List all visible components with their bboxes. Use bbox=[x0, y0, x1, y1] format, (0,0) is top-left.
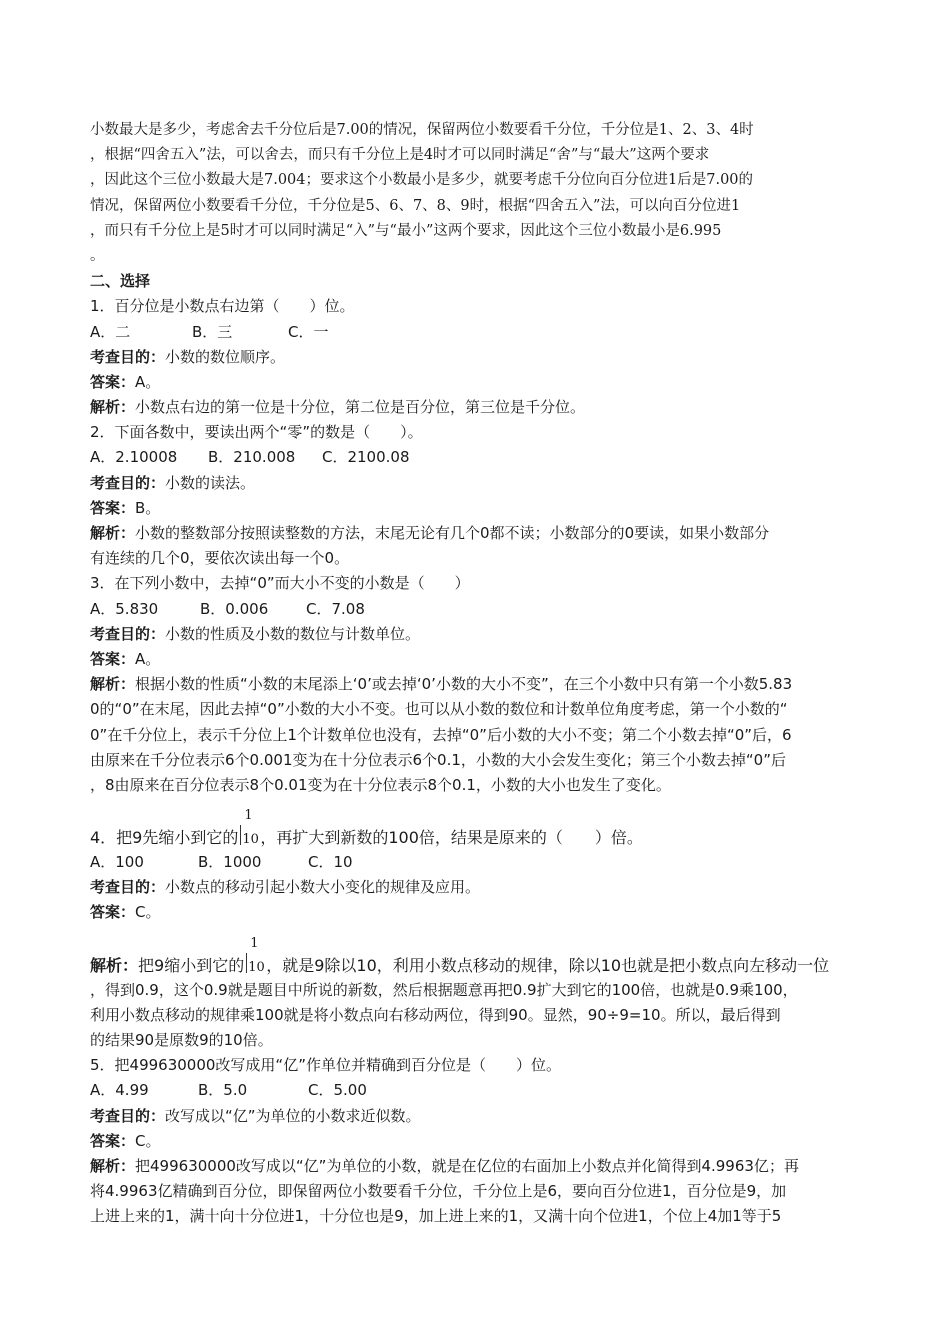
q3-answer bbox=[90, 647, 860, 672]
q2-option-a: A．2.10008 bbox=[90, 448, 178, 467]
answer-label: 答案： bbox=[90, 498, 136, 517]
q5-option-b: B．5.0 bbox=[198, 1081, 248, 1100]
q3-analysis-5: ，8由原来在百分位表示8个0.01变为在十分位表示8个0.1，小数的大小也发生了变化。 bbox=[90, 775, 671, 794]
analysis-label: 解析： bbox=[90, 398, 136, 417]
fraction-numerator: 1 bbox=[244, 808, 253, 824]
q5-answer bbox=[90, 1129, 860, 1154]
q5-analysis-3: 上进上来的1，满十向十分位进1，十分位也是9，加上进上来的1，又满十向个位进1，个位上4加1等于5 bbox=[90, 1207, 782, 1226]
q2-answer bbox=[90, 496, 860, 521]
intro-line-6: 。 bbox=[90, 247, 105, 264]
fraction-numerator: 1 bbox=[250, 935, 259, 951]
q5-analysis-text-1: 把499630000改写成以“亿”为单位的小数，就是在亿位的右面加上小数点并化简得到4.9963亿；再 bbox=[135, 1156, 799, 1175]
answer-label: 答案： bbox=[90, 903, 136, 922]
q4-answer-text: C。 bbox=[135, 903, 161, 922]
q2-options bbox=[90, 445, 860, 470]
analysis-label: 解析： bbox=[90, 1156, 136, 1175]
q4-stem bbox=[90, 798, 860, 850]
purpose-label: 考查目的： bbox=[90, 473, 166, 492]
q1-option-c: C．一 bbox=[288, 322, 329, 341]
analysis-label: 解析： bbox=[90, 675, 136, 694]
answer-label: 答案： bbox=[90, 649, 136, 668]
q1-purpose-text: 小数的数位顺序。 bbox=[165, 347, 286, 366]
answer-label: 答案： bbox=[90, 1131, 136, 1150]
q3-analysis-2: 0的“0”在末尾，因此去掉“0”小数的大小不变。也可以从小数的数位和计数单位角度考虑，第一个小数的“ bbox=[90, 700, 788, 719]
q4-purpose bbox=[90, 875, 860, 900]
q3-purpose bbox=[90, 622, 860, 647]
q4-analysis-post: ，就是9除以10，利用小数点移动的规律，除以10也就是把小数点向左移动一位 bbox=[266, 955, 830, 975]
q4-stem-pre: 4．把9先缩小到它的 bbox=[90, 828, 239, 848]
analysis-label: 解析： bbox=[90, 524, 136, 542]
purpose-label: 考查目的： bbox=[90, 1106, 166, 1125]
q4-analysis-2: ，得到0.9，这个0.9就是题目中所说的新数，然后根据题意再把0.9扩大到它的100倍，也就是0.9乘100， bbox=[90, 980, 798, 999]
fraction-bar bbox=[246, 953, 247, 973]
q1-analysis bbox=[90, 395, 860, 420]
purpose-label: 考查目的： bbox=[90, 347, 166, 366]
intro-line-1: 小数最大是多少，考虑舍去千分位后是7.00的情况，保留两位小数要看千分位，千分位是1、2、3、4时 bbox=[90, 122, 754, 138]
q4-answer bbox=[90, 900, 860, 925]
fraction-bar bbox=[240, 825, 241, 845]
q3-analysis-1 bbox=[90, 672, 860, 697]
q2-purpose bbox=[90, 471, 860, 496]
q3-options bbox=[90, 597, 860, 622]
q4-analysis-4: 的结果90是原数9的10倍。 bbox=[90, 1031, 273, 1049]
q2-answer-text: B。 bbox=[135, 498, 161, 517]
q3-stem: 3．在下列小数中，去掉“0”而大小不变的小数是（ ） bbox=[90, 574, 470, 593]
q1-option-a: A．二 bbox=[90, 322, 131, 341]
purpose-label: 考查目的： bbox=[90, 624, 166, 643]
q2-analysis-2: 有连续的几个0，要依次读出每一个0。 bbox=[90, 549, 350, 568]
q3-purpose-text: 小数的性质及小数的数位与计数单位。 bbox=[165, 624, 421, 643]
q5-purpose-text: 改写成以“亿”为单位的小数求近似数。 bbox=[165, 1106, 421, 1125]
fraction-one-tenth bbox=[244, 935, 266, 978]
intro-line-2: ，根据“四舍五入”法，可以舍去，而只有千分位上是4时才可以同时满足“舍”与“最大”这两个要求 bbox=[90, 147, 710, 164]
q3-analysis-3: 0”在千分位上，表示千分位上1个计数单位也没有，去掉“0”后小数的大小不变；第二个小数去掉“0”后，6 bbox=[90, 725, 792, 744]
q4-options bbox=[90, 850, 860, 875]
q3-option-b: B．0.006 bbox=[200, 599, 269, 618]
q4-option-c: C．10 bbox=[308, 853, 353, 872]
q1-options bbox=[90, 320, 860, 345]
q3-analysis-text-1: 根据小数的性质“小数的末尾添上‘0’或去掉‘0’小数的大小不变”，在三个小数中只有第一个小数5.83 bbox=[135, 675, 793, 694]
q1-purpose bbox=[90, 345, 860, 370]
q1-analysis-text: 小数点右边的第一位是十分位，第二位是百分位，第三位是千分位。 bbox=[135, 398, 586, 417]
q4-analysis-pre: 把9缩小到它的 bbox=[138, 955, 245, 975]
q5-analysis-1 bbox=[90, 1154, 860, 1179]
q2-option-c: C．2100.08 bbox=[322, 448, 410, 467]
q3-answer-text: A。 bbox=[135, 649, 161, 668]
fraction-one-tenth bbox=[238, 808, 260, 850]
q2-purpose-text: 小数的读法。 bbox=[165, 473, 256, 492]
q1-stem: 1．百分位是小数点右边第（ ）位。 bbox=[90, 297, 355, 316]
fraction-denominator: 10 bbox=[248, 959, 265, 975]
q2-option-b: B．210.008 bbox=[208, 448, 296, 467]
q5-options bbox=[90, 1078, 860, 1103]
intro-line-3: ，因此这个三位小数最大是7.004；要求这个小数最小是多少，就要考虑千分位向百分位进1后是7.00的 bbox=[90, 172, 754, 189]
intro-line-5: ，而只有千分位上是5时才可以同时满足“入”与“最小”这两个要求，因此这个三位小数最小是6.995 bbox=[90, 222, 722, 239]
q4-analysis-1 bbox=[90, 926, 860, 978]
q3-option-c: C．7.08 bbox=[306, 599, 365, 618]
fraction-denominator: 10 bbox=[242, 832, 259, 848]
purpose-label: 考查目的： bbox=[90, 878, 166, 897]
document-page bbox=[90, 118, 860, 1230]
q4-option-a: A．100 bbox=[90, 853, 144, 872]
q5-answer-text: C。 bbox=[135, 1131, 161, 1150]
q1-answer-text: A。 bbox=[135, 372, 161, 391]
q5-option-a: A．4.99 bbox=[90, 1081, 149, 1100]
q4-purpose-text: 小数点的移动引起小数大小变化的规律及应用。 bbox=[165, 878, 481, 897]
q4-analysis-3: 利用小数点移动的规律乘100就是将小数点向右移动两位，得到90。显然，90÷9=10。所以，最后得到 bbox=[90, 1005, 781, 1024]
intro-line-4: 情况，保留两位小数要看千分位，千分位是5、6、7、8、9时，根据“四舍五入”法，可以向百分位进1 bbox=[90, 197, 741, 214]
q4-stem-post: ，再扩大到新数的100倍，结果是原来的（ ）倍。 bbox=[260, 828, 643, 848]
q2-stem: 2．下面各数中，要读出两个“零”的数是（ ）。 bbox=[90, 423, 423, 442]
q1-answer bbox=[90, 370, 860, 395]
q3-analysis-4: 由原来在千分位表示6个0.001变为在十分位表示6个0.1，小数的大小会发生变化；第三个小数去掉“0”后 bbox=[90, 750, 786, 769]
q5-purpose bbox=[90, 1104, 860, 1129]
q2-analysis-1 bbox=[90, 521, 860, 546]
answer-label: 答案： bbox=[90, 372, 136, 391]
analysis-label: 解析： bbox=[90, 955, 139, 975]
q3-option-a: A．5.830 bbox=[90, 599, 159, 618]
q1-option-b: B．三 bbox=[192, 322, 233, 341]
q2-analysis-text-1: 小数的整数部分按照读整数的方法，末尾无论有几个0都不读；小数部分的0要读，如果小数部分 bbox=[135, 524, 770, 542]
q5-analysis-2: 将4.9963亿精确到百分位，即保留两位小数要看千分位，千分位上是6，要向百分位进1，百分位是9，加 bbox=[90, 1182, 787, 1201]
q5-option-c: C．5.00 bbox=[308, 1081, 367, 1100]
section-title: 二、选择 bbox=[90, 272, 151, 291]
q5-stem: 5．把499630000改写成用“亿”作单位并精确到百分位是（ ）位。 bbox=[90, 1056, 561, 1075]
q4-option-b: B．1000 bbox=[198, 853, 262, 872]
